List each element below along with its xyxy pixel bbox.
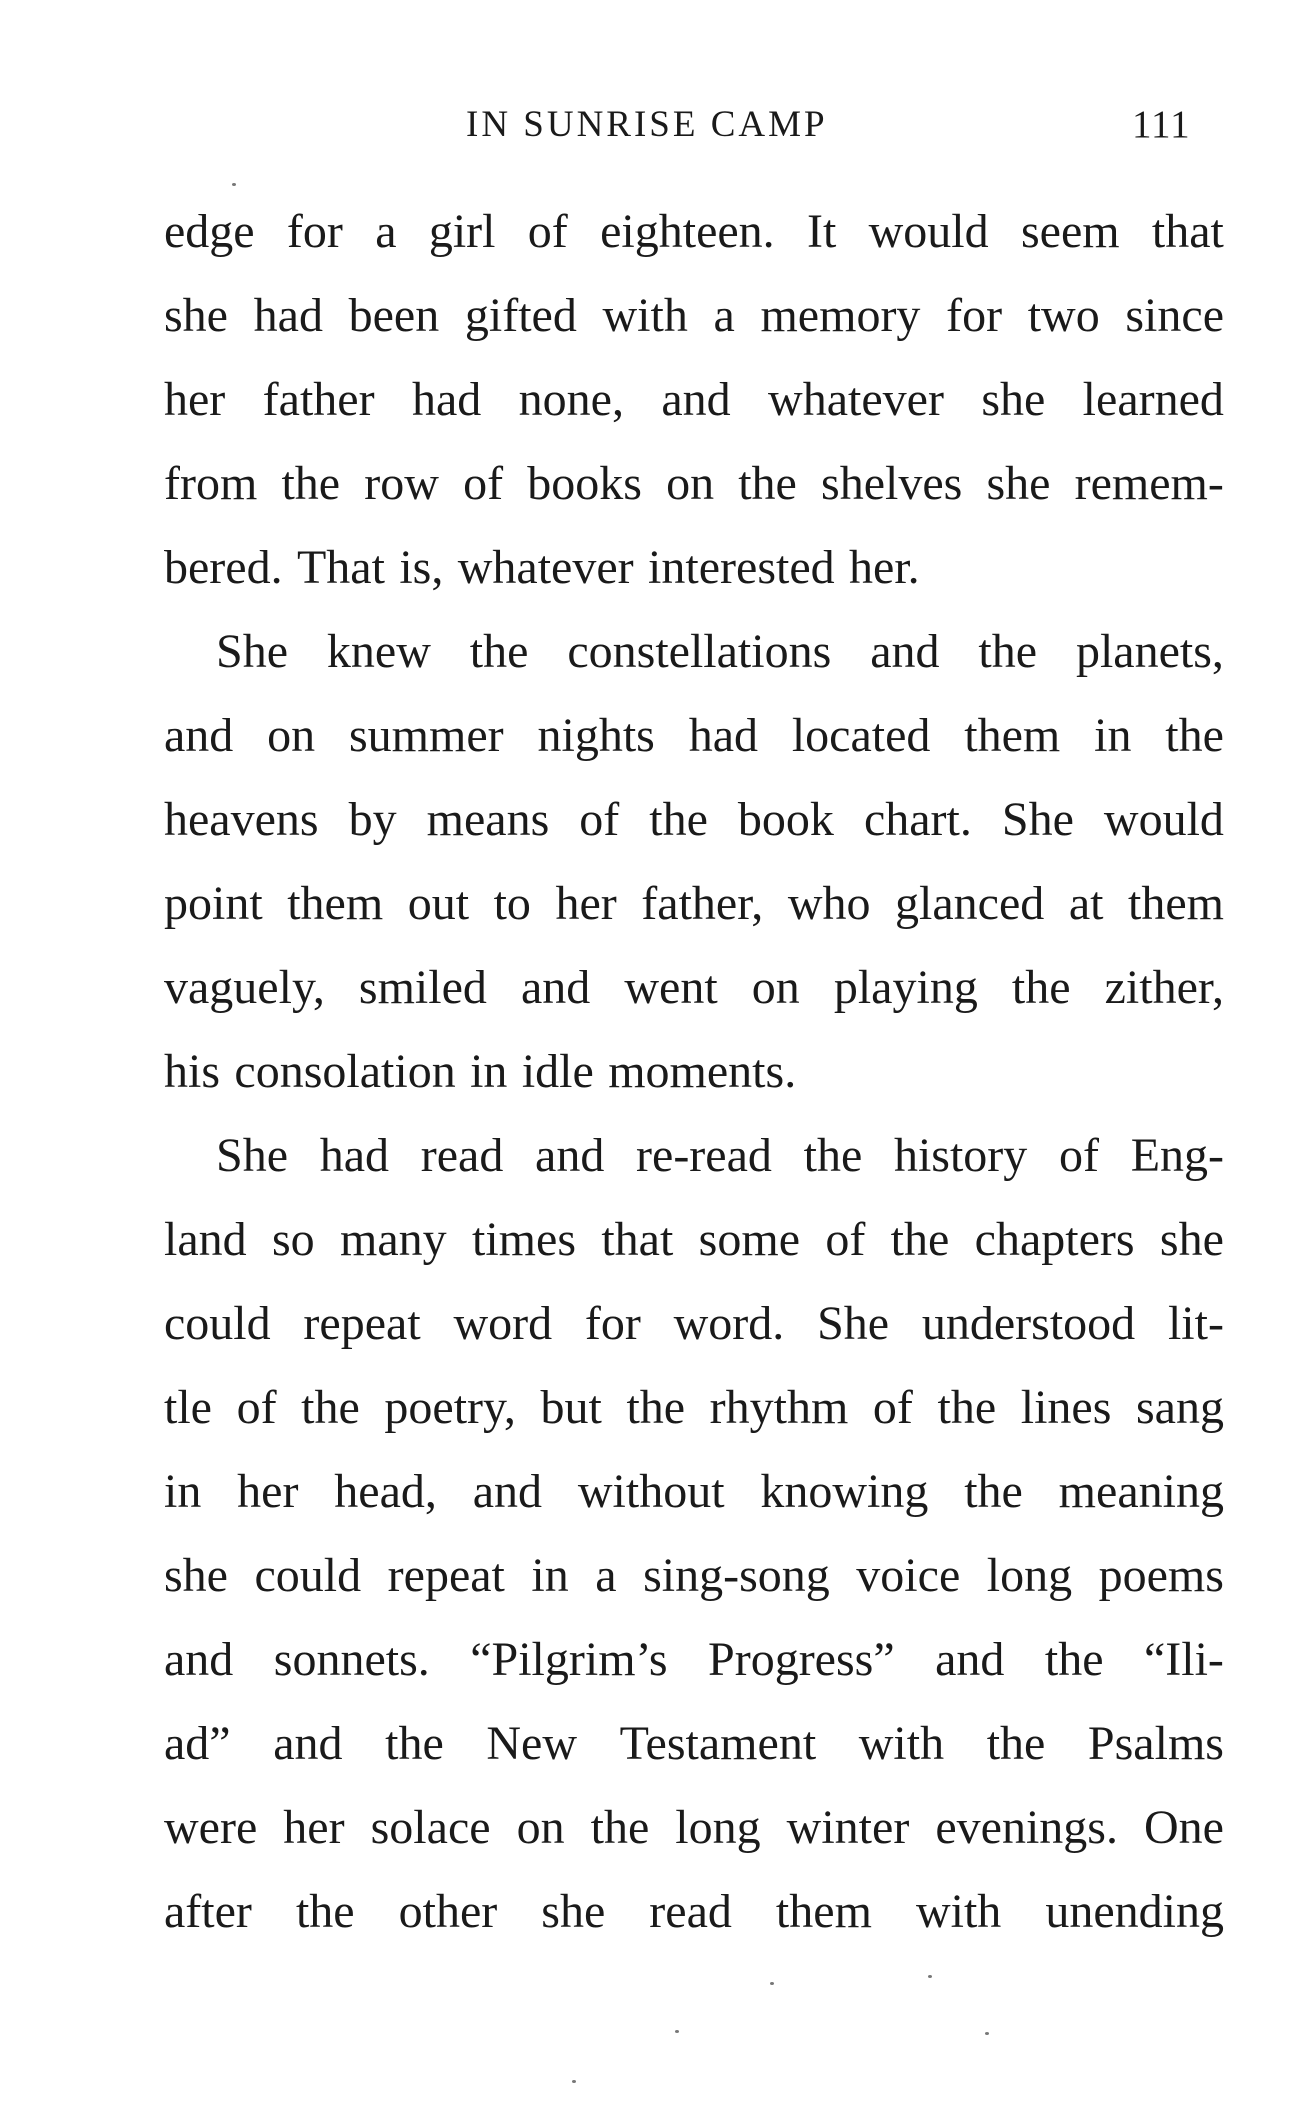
- word: the: [1044, 1633, 1104, 1686]
- word: on: [516, 1801, 565, 1854]
- word: with: [602, 289, 688, 342]
- word: means: [426, 793, 550, 846]
- page-number: 111: [1132, 103, 1191, 146]
- word: located: [791, 709, 931, 762]
- word: whatever: [768, 373, 944, 426]
- word: lit-: [1167, 1297, 1224, 1350]
- word: a: [375, 205, 397, 258]
- word: she: [986, 457, 1051, 510]
- text-line: [164, 442, 1224, 526]
- word: She: [817, 1297, 890, 1350]
- word: Testament: [619, 1717, 817, 1770]
- word: sing-song: [643, 1549, 830, 1602]
- word: the: [978, 625, 1038, 678]
- word: word.: [673, 1297, 785, 1350]
- print-speck: [675, 2030, 679, 2033]
- word: had: [688, 709, 758, 762]
- word: for: [946, 289, 1003, 342]
- word: word: [453, 1297, 553, 1350]
- word: had: [253, 289, 323, 342]
- text-line: [164, 862, 1224, 946]
- word: the: [385, 1717, 444, 1770]
- text-line: [164, 946, 1224, 1030]
- word: for: [286, 205, 343, 258]
- word: evenings.: [935, 1801, 1118, 1854]
- word: in: [531, 1549, 569, 1602]
- word: from: [164, 457, 258, 510]
- word: planets,: [1075, 625, 1224, 678]
- word: her: [555, 877, 617, 930]
- word: at: [1068, 877, 1104, 930]
- word: Eng-: [1130, 1129, 1224, 1182]
- word: It: [807, 205, 837, 258]
- word: ad”: [164, 1717, 231, 1770]
- word: with: [915, 1885, 1002, 1938]
- word: been: [348, 289, 440, 342]
- word: repeat: [387, 1549, 505, 1602]
- word: She: [216, 625, 288, 678]
- word: read: [420, 1129, 504, 1182]
- word: meaning: [1058, 1465, 1224, 1518]
- text-line: [164, 526, 1224, 610]
- running-head: IN SUNRISE CAMP: [466, 104, 828, 145]
- word: of: [872, 1381, 913, 1434]
- word: chapters: [974, 1213, 1135, 1266]
- word: would: [1103, 793, 1224, 846]
- word: would: [868, 205, 989, 258]
- text-line: [164, 694, 1224, 778]
- text-line: [164, 1282, 1224, 1366]
- word: voice: [856, 1549, 961, 1602]
- word: the: [1011, 961, 1071, 1014]
- word: that: [1151, 205, 1224, 258]
- word: after: [164, 1885, 252, 1938]
- word: the: [301, 1381, 360, 1434]
- word: unending: [1045, 1885, 1224, 1938]
- word: repeat: [303, 1297, 421, 1350]
- word: them: [1127, 877, 1224, 930]
- word: poetry,: [384, 1381, 516, 1434]
- word: in: [470, 1045, 508, 1098]
- word: the: [803, 1129, 863, 1182]
- word: the: [964, 1465, 1023, 1518]
- word: and: [870, 625, 940, 678]
- word: she: [981, 373, 1046, 426]
- word: seem: [1020, 205, 1120, 258]
- word: went: [624, 961, 718, 1014]
- word: of: [236, 1381, 277, 1434]
- word: had: [411, 373, 482, 426]
- word: glanced: [895, 877, 1045, 930]
- word: is,: [399, 541, 444, 594]
- word: a: [713, 289, 735, 342]
- word: two: [1027, 289, 1100, 342]
- word: many: [340, 1213, 447, 1266]
- word: shelves: [821, 457, 963, 510]
- word: a: [595, 1549, 617, 1602]
- word: learned: [1082, 373, 1224, 426]
- word: the: [937, 1381, 997, 1434]
- word: poems: [1098, 1549, 1224, 1602]
- word: without: [577, 1465, 725, 1518]
- text-line: [164, 1450, 1224, 1534]
- word: She: [216, 1129, 288, 1182]
- word: her: [164, 373, 226, 426]
- word: her: [283, 1801, 345, 1854]
- word: One: [1143, 1801, 1224, 1854]
- text-line: [164, 1618, 1224, 1702]
- word: since: [1125, 289, 1224, 342]
- word: consolation: [234, 1045, 456, 1098]
- text-line: [164, 1198, 1224, 1282]
- word: Progress”: [708, 1633, 895, 1686]
- word: some: [698, 1213, 800, 1266]
- word: none,: [518, 373, 624, 426]
- word: father,: [641, 877, 764, 930]
- word: the: [890, 1213, 950, 1266]
- word: for: [584, 1297, 641, 1350]
- word: of: [527, 205, 568, 258]
- word: them: [964, 709, 1061, 762]
- word: head,: [334, 1465, 437, 1518]
- word: and: [164, 709, 234, 762]
- word: on: [666, 457, 715, 510]
- text-line: [164, 610, 1224, 694]
- text-line: [164, 358, 1224, 442]
- word: she: [541, 1885, 606, 1938]
- word: long: [986, 1549, 1073, 1602]
- word: understood: [921, 1297, 1136, 1350]
- print-speck: [770, 1982, 774, 1985]
- word: her: [237, 1465, 299, 1518]
- word: the: [295, 1885, 355, 1938]
- text-line: [164, 1786, 1224, 1870]
- word: and: [935, 1633, 1005, 1686]
- word: zither,: [1104, 961, 1224, 1014]
- word: moments.: [608, 1045, 797, 1098]
- word: with: [858, 1717, 945, 1770]
- word: book: [737, 793, 834, 846]
- word: heavens: [164, 793, 319, 846]
- word: of: [579, 793, 620, 846]
- word: bered.: [164, 541, 283, 594]
- word: were: [164, 1801, 258, 1854]
- word: read: [649, 1885, 732, 1938]
- word: sang: [1135, 1381, 1224, 1434]
- print-speck: [232, 183, 236, 186]
- word: remem-: [1074, 457, 1224, 510]
- word: whatever: [457, 541, 634, 594]
- word: interested: [648, 541, 835, 594]
- word: the: [649, 793, 708, 846]
- word: of: [463, 457, 504, 510]
- text-line: [164, 1030, 1224, 1114]
- word: chart.: [863, 793, 972, 846]
- word: by: [348, 793, 397, 846]
- word: the: [986, 1717, 1046, 1770]
- word: and: [273, 1717, 343, 1770]
- word: his: [164, 1045, 221, 1098]
- word: idle: [521, 1045, 594, 1098]
- word: on: [751, 961, 800, 1014]
- word: times: [472, 1213, 576, 1266]
- text-line: [164, 1366, 1224, 1450]
- word: constellations: [567, 625, 832, 678]
- word: land: [164, 1213, 247, 1266]
- word: sonnets.: [273, 1633, 430, 1686]
- word: point: [164, 877, 263, 930]
- word: in: [1094, 709, 1132, 762]
- word: she: [164, 1549, 228, 1602]
- word: of: [825, 1213, 866, 1266]
- word: the: [738, 457, 797, 510]
- word: edge: [164, 205, 255, 258]
- word: the: [281, 457, 341, 510]
- word: so: [271, 1213, 315, 1266]
- word: solace: [370, 1801, 491, 1854]
- body-text: [164, 190, 1224, 1954]
- word: her.: [849, 541, 920, 594]
- word: but: [540, 1381, 602, 1434]
- word: summer: [349, 709, 504, 762]
- word: could: [164, 1297, 271, 1350]
- word: the: [626, 1381, 686, 1434]
- word: girl: [428, 205, 496, 258]
- word: playing: [833, 961, 978, 1014]
- word: the: [590, 1801, 650, 1854]
- word: them: [287, 877, 384, 930]
- word: nights: [537, 709, 655, 762]
- word: books: [527, 457, 642, 510]
- word: winter: [786, 1801, 910, 1854]
- word: and: [472, 1465, 543, 1518]
- word: “Ili-: [1143, 1633, 1224, 1686]
- word: the: [1165, 709, 1224, 762]
- print-speck: [572, 2080, 576, 2083]
- word: who: [787, 877, 871, 930]
- word: knowing: [760, 1465, 929, 1518]
- word: memory: [760, 289, 921, 342]
- word: out: [407, 877, 470, 930]
- word: and: [661, 373, 731, 426]
- text-line: [164, 1534, 1224, 1618]
- word: in: [164, 1465, 202, 1518]
- text-line: [164, 1702, 1224, 1786]
- word: could: [254, 1549, 362, 1602]
- print-speck: [928, 1975, 932, 1978]
- word: other: [398, 1885, 498, 1938]
- word: and: [520, 961, 591, 1014]
- word: gifted: [464, 289, 577, 342]
- word: long: [675, 1801, 761, 1854]
- text-line: [164, 1114, 1224, 1198]
- word: lines: [1020, 1381, 1112, 1434]
- word: on: [267, 709, 316, 762]
- word: and: [535, 1129, 605, 1182]
- word: eighteen.: [600, 205, 775, 258]
- word: and: [164, 1633, 234, 1686]
- word: them: [775, 1885, 872, 1938]
- word: That: [296, 541, 385, 594]
- text-line: [164, 778, 1224, 862]
- word: had: [319, 1129, 390, 1182]
- word: father: [262, 373, 375, 426]
- word: “Pilgrim’s: [470, 1633, 668, 1686]
- word: knew: [326, 625, 431, 678]
- word: She: [1001, 793, 1074, 846]
- word: she: [1159, 1213, 1224, 1266]
- word: the: [469, 625, 529, 678]
- text-line: [164, 190, 1224, 274]
- word: of: [1059, 1129, 1099, 1182]
- word: re-read: [636, 1129, 772, 1182]
- text-line: [164, 274, 1224, 358]
- text-line: [164, 1870, 1224, 1954]
- word: row: [364, 457, 439, 510]
- word: that: [601, 1213, 674, 1266]
- word: Psalms: [1087, 1717, 1224, 1770]
- word: vaguely,: [164, 961, 325, 1014]
- word: history: [893, 1129, 1028, 1182]
- word: tle: [164, 1381, 212, 1434]
- word: to: [493, 877, 531, 930]
- word: rhythm: [709, 1381, 849, 1434]
- word: New: [486, 1717, 577, 1770]
- word: smiled: [358, 961, 487, 1014]
- print-speck: [985, 2032, 989, 2035]
- word: she: [164, 289, 228, 342]
